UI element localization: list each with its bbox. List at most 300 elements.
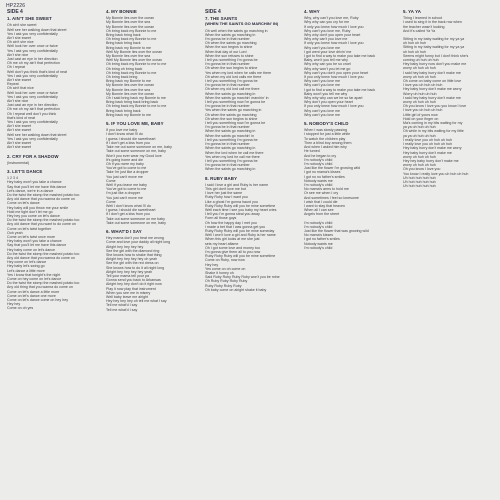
lyric-line: If only you knew how much I love you [304,24,364,29]
lyric-line: Yes I ask you very confidentially [7,73,58,78]
lyric-line: Ruby Ruby Ruby Ruby [205,283,242,288]
lyric-line: When the saints go marchin' in [205,133,255,138]
lyric-line: Shake it honey oh [205,270,234,275]
lyric-line: Why why don't you open your heart [304,33,361,38]
song-block [205,177,283,292]
song-block [304,10,382,117]
lyric-line: Uh huh huh huh huh [403,175,436,180]
lyric-line: Gonna send you back to Arkansas [106,278,161,283]
lyric-line: My Bonnie lies over the sea [106,20,151,25]
song-block [205,17,283,171]
lyric-line: And sometimes I feel so lonesome [304,195,359,200]
lyric-line: If you only knew how much I love you [304,75,364,80]
lyric-line: Oh baby come on alright shake it baby [205,287,267,292]
lyric-line: Bring back bring back [106,41,141,46]
lyric-line: I tell you I'm gonna steal you away [205,212,260,217]
song-block [7,17,85,149]
lyric-line: Well I don't know what I'll do [106,203,151,208]
lyric-line: worry uh huh uh huh [403,163,436,168]
lyric-line: Yes I ask you very confidentially [7,94,58,99]
lyric-line: I got no no father's smiles [304,174,345,179]
song-title: 6. WHAT'D I SAY [106,228,142,234]
lyric-line: Any old dance that you want to do come on [7,222,76,227]
lyric-line: See the girl with the diamond ring [106,248,160,253]
lyric-line: Oh bring back my Bonnie to me to me [106,62,167,67]
lyric-line: You've got to come to me [106,187,147,192]
lyric-line: Why why can't you love me [304,37,348,42]
lyric-line: Say that you'll let me have this dance [7,184,67,189]
lyric-line: Ruby Ruby Ruby will you be mine someday [205,228,275,233]
lyric-line: Come on let's dance come on hey hey [7,298,69,302]
lyric-line: Oh you know I love you [403,167,441,172]
lyric-line: Oh come on baby come on little love [403,79,462,84]
lyric-line: Well each time I see you baby my heart cries [205,207,277,212]
lyric-line: Yes come on oh come on [205,266,246,271]
lyrics-column [205,10,283,297]
lyric-line: I love you uh huh uh huh [403,108,443,113]
lyric-line: I stopped for just a little while [304,132,351,137]
lyric-line: Bring back bring back [106,108,141,113]
lyric-line: I love her just the same [205,191,243,196]
lyric-line: You've got to come to me [106,166,147,171]
lyric-line: Oh bring back my Bonnie to me to me [106,104,167,109]
lyric-line: You just can't move me [106,195,143,200]
lyric-line: Come on hey come on let's dance [7,276,62,281]
song-title: 1. AIN'T SHE SWEET [7,16,52,22]
lyric-line: I got no father's smiles [304,237,340,242]
lyric-line: Oh me oh my ain't that perfection [7,61,60,66]
lyric-line: Oh how the happy day I met you [205,220,257,225]
lyric-line: Do the twist the stomp the mashed potato too [7,281,80,286]
lyric-line: Oh bring back my Bonnie to me [106,28,157,33]
lyric-line: uh huh uh huh [403,41,426,46]
lyric-line: Bring back my Bonnie to me [106,112,151,117]
lyric-line: And he began to cry [304,153,337,158]
lyric-line: Bring back bring back [106,33,141,38]
lyric-line: Yes I ask you very confidentially [7,136,58,141]
lyric-line: When the saints go marching in [205,146,256,151]
lyric-line: No mama's arms to hold me [304,187,349,192]
lyric-line: I'm gonna be in that number [205,142,250,147]
lyric-line: This girl don't love me but [205,186,246,191]
lyric-line: Hey baby hurry now don't you make me [403,62,467,67]
lyric-line: I'm nobody's child [304,224,333,229]
lyric-line: Hey hey [205,262,219,267]
lyric-line: My Bonnie lies over the ocean [106,24,155,29]
lyric-line: See the girl with the red dress on [106,261,159,266]
lyric-line: She knows how to do it all night long [106,265,165,270]
lyric-line: Ooh yeah [7,230,23,235]
lyric-line: Oh bring back my Bonnie to me [106,70,157,75]
lyric-line: Why don't you open your heart [304,100,353,105]
lyric-line: When the sun begins to shine [205,45,253,50]
lyric-line: Baby won't you tell me why [304,91,348,96]
lyric-line: Alright hey hey hey hey yeah [106,269,153,274]
lyric-line: Why, why can't you love me, Ruby [304,16,359,21]
lyric-line: Hey baby hurry don't make me worry [403,146,462,151]
lyric-line: Oh I said bring back my Bonnie to me [106,96,166,101]
lyric-line: She knows how to shake that thing [106,252,162,257]
lyric-line: When the saints go marchin' marchin' in [205,95,269,100]
lyric-line: Come on let's dance [7,201,40,206]
lyric-line: I'm gonna be in that number [205,37,250,42]
lyric-line: I'm gonna be in that number [205,163,250,168]
lyric-line: Tell me what'd I say [106,303,138,308]
song-block [106,122,184,225]
lyric-line: Oh when my old lord call me there [205,87,260,92]
lyric-line: It's going home and die [106,157,144,162]
lyric-line: I'm just like a dropper [106,191,141,196]
lyric-line: Hey hey [7,302,21,307]
lyric-line: Oh when the saints go marching [205,41,257,46]
lyric-line: I got to find a way to make you take me back [304,54,376,59]
lyric-line: I'm gonna be in that number [205,125,250,130]
lyric-line: Form all those guys [205,216,237,221]
lyric-line: When I was slowly passing [304,128,347,133]
lyric-line: Oh Ruby Ruby Ruby Ruby [205,279,248,284]
lyric-line: If I don't get a kiss from you [106,212,150,217]
lyric-line: Hey hey you come on let's dance [7,213,60,218]
lyric-line: Hey come on let's dance [7,260,47,265]
lyric-line: Seems might funny but I don't think she's [403,53,469,58]
lyric-line: Just like the flower I'm growing wild [304,166,361,171]
side-label: SIDE 4 [205,9,221,15]
lyric-line: Or see me when I cry [304,191,339,196]
lyric-line: Why why can you be so cruel [304,62,351,67]
lyric-line: Yes when my lord he call me there [205,154,260,159]
song-block [106,10,184,117]
lyric-line: Yes I know that tonight's the night [7,272,61,277]
lyric-line: Uh huh huh huh huh [403,179,436,184]
lyric-line: I'm nobody's child [304,220,333,225]
lyric-line: Bring back my Bonnie to me [106,45,151,50]
lyric-line: Why can't you love me [304,83,341,88]
lyric-line: Ain't she sweet [7,128,32,133]
lyric-line: My Bonnie lies over the sea [106,54,151,59]
lyric-line: worry uh huh uh huh [403,100,436,105]
lyric-line: Take out some someone on me, baby [106,220,166,225]
lyric-line: Any old dance that you wanna do come on [7,255,75,260]
lyric-line: Well My Bonnie lies over the ocean [106,49,163,54]
lyric-line: Well if you leave me baby [106,182,147,187]
lyric-line: I guess I should die sweetheart [106,136,156,141]
lyric-line: worry uh huh uh huh [403,74,436,79]
lyric-line: I got to find a way to make you take me back [304,87,376,92]
lyric-line: Well look her over once or twice [7,44,58,49]
lyric-line: Yes when the saints go marching in [205,108,262,113]
lyric-line: When the saints go marching in [205,167,256,172]
lyric-line: I love you uh huh uh huh [403,83,443,88]
lyric-line: Oh me oh my ain't that perfection [7,107,60,112]
song-title: 2. CRY FOR A SHADOW [7,153,59,159]
lyric-line: You just can't move me [106,174,143,179]
lyric-line: Take out some someone on me baby [106,216,165,221]
lyric-line: I'm nobody's child [304,157,333,162]
lyric-line: I tell you something I'm gonna be [205,79,258,84]
lyric-line: To watch the children play [304,136,346,141]
lyric-line: Take I'm just like a dropper [106,170,149,175]
lyric-line: Alright hey hey hey hey oh yeah [106,257,158,262]
lyric-line: Yes I ask you very confidentially [7,120,58,125]
lyric-line: Oh if you were my baby [106,161,144,166]
lyric-line: Tell me what'd I say [106,307,138,312]
lyric-line: Well don't you think that's kind of neat [7,69,68,74]
lyric-line: Ruby Ruby Ruby will you be mine sometime [205,203,276,208]
song-title: 4. MY BONNIE [106,9,137,14]
lyric-line: that's kind of neat [7,115,36,120]
lyric-line: Well see her walking down that street [7,27,67,32]
lyric-line: I'm gonna be in that number [205,104,250,109]
lyric-line: Ain't she sweet [7,36,32,41]
lyric-line: worry uh huh uh huh [403,154,436,159]
lyric-line: Oh bring oh bring back [106,66,143,71]
lyric-line: Why can't you love me [304,45,341,50]
lyric-line: Just cast an eye in her direction [7,103,58,108]
lyric-line: I'm nobody's child [304,245,333,250]
song-block [403,10,481,188]
lyric-line: I tell you something I'm gonna be [205,158,258,163]
lyric-line: Just like the flower that was growing wild [304,228,369,233]
lyric-line: Take me out some someone on me, baby [106,145,172,150]
lyric-line: Say that you'll let me have this dance [7,243,67,248]
lyric-line: I got went your love drivin' me [304,49,352,54]
lyric-line: Come on Ruby, now now [205,258,245,263]
lyric-line: I want to stay that heaven [304,203,345,208]
lyric-line: Hey baby won't you take a chance [7,239,62,244]
lyric-line: Hey mama don't you treat me wrong [106,236,164,241]
lyric-line: I tell you something I'm gonna be [205,58,258,63]
lyric-line: Oh while in my bits waiting for my little [403,129,464,134]
song-title: 3. LET'S DANCE [7,168,43,174]
lyric-line: Hey baby let's swing go [7,264,45,269]
lyric-line: I'm gonna be in that number [205,62,250,67]
lyric-line: (Instrumental) [7,160,30,165]
lyric-line: I'm gonna give them all to you now [205,249,261,254]
lyric-line: Oh ain't she sweet [7,23,37,28]
lyric-line: Oh I repeat well don't you think [7,111,57,116]
lyric-line: When the saints go marching in [205,32,256,37]
lyric-line: Well baby leave me alright [106,295,149,299]
lyric-line: Hey baby will you throw me your smile [7,205,69,210]
lyric-line: When the sun refuses to shine [205,53,254,58]
lyric-line: Ain't she nice [7,52,29,57]
lyric-line: ya ya uh huh uh huh [403,125,436,130]
lyric-line: Oh bring back my Bonnie to me [106,37,157,42]
lyric-line: He turned [304,149,320,154]
lyric-line: Play it now play that instrument [106,286,156,291]
lyric-line: Oh I got some love and money too [205,245,260,250]
lyric-line: Well look her over once or twice [7,90,58,95]
lyric-line: Hey baby hurry don't make me worry [403,87,462,92]
lyrics-column [403,10,481,193]
song-title: 4. WHY [304,9,320,14]
lyric-line: I wish that I could die [304,199,338,204]
lyric-line: I tell you something I'm gonna be [205,137,258,142]
lyric-line: Thing I learned in school [403,16,443,21]
song-title: 8. RUBY BABY [205,175,238,181]
lyric-line: I made a bet that I was gonna get you [205,224,266,229]
lyric-line: Why can't you love me, Ruby [304,28,351,33]
lyric-line: If you only knew how much I love you [304,104,364,109]
lyric-line: uh huh uh huh [403,49,426,54]
lyric-line: My Bonnie lies over the sea [106,87,151,92]
lyric-line: When all I can see [304,208,334,213]
lyric-line: Worry uh huh uh huh [403,91,437,96]
lyric-line: Come on oh yes [7,306,34,311]
lyric-line: My Bonnie lies over the ocean [106,91,155,96]
lyric-line: Then a blind boy among them [304,140,352,145]
lyric-line: I don't know what I'll do [106,132,143,137]
lyric-line: I said I love a girl and Ruby is her name [205,182,269,187]
lyric-line: When the lord when he call me there [205,150,264,155]
lyric-line: Why can't you love me [304,108,341,113]
lyric-line: Oh ain't that nice [7,86,34,91]
lyric-line: Any old dance that you wanna do come on [7,197,75,202]
lyric-line: And when I asked him why [304,145,347,150]
lyric-line: Little girl of yours now [403,112,438,117]
lyric-line: I'm nobody's child [304,161,333,166]
lyric-line: Ma's coming in my bits waiting for my [403,121,463,126]
lyric-line: Nobody wants me [304,178,333,183]
lyric-line: Come on let's twist once more [7,234,56,239]
lyric-line: Any old thing that you wanna do come on [7,285,73,290]
lyric-line: Uh huh huh huh huh [403,184,436,189]
lyric-line: Yes I ask you very confidentially [7,31,58,36]
lyric-line: ya ya uh huh uh huh [403,133,436,138]
lyric-line: Well I won't love a girl and Ruby is her name [205,233,276,238]
lyric-line: Oh ain't she nice [7,40,34,45]
lyric-line: Oh bring back bring [106,75,138,80]
lyric-line: I said hey baby hurry don't make me [403,70,461,75]
lyric-line: Come on let's dance a little more [7,289,60,294]
lyric-line: When the saints go marching in [205,129,256,134]
song-block [7,155,85,165]
lyric-line: You know I really love you uh huh uh huh [403,171,469,176]
lyric-line: My Bonnie lies over the ocean [106,83,155,88]
lyric-line: Yes I ask you very confidentially [7,48,58,53]
lyric-line: Ain't she sweet [7,145,32,150]
lyric-line: Sitting in my baby waiting for my ya ya [403,45,465,50]
lyric-line: Ain't she nice [7,99,29,104]
lyric-line: Take out some someone on me, baby [106,149,166,154]
song-subtitle: (WHEN THE SAINTS GO MARCHIN' IN) [205,21,279,27]
lyric-line: Hold on your finger on [403,116,439,121]
lyric-line: Ruby Ruby Ruby will you be mine sometime [205,254,276,259]
lyric-line: Let's dance, we're in a dance [7,188,54,193]
song-title: 7. THE SAINTS [205,16,238,22]
lyric-line: Nobody wants me [304,241,333,246]
lyric-line: Tell your mama tell your pa [106,273,149,278]
lyric-line: I got no mama's kisses [304,170,341,175]
lyric-line: I really love you uh huh uh huh [403,137,452,142]
lyric-line: Ruby Ruby how I want you [205,195,248,200]
lyric-line: Come on let's dance one more [7,293,56,298]
lyric-line: Ain't she sweet [7,141,32,146]
lyric-line: Come and love your daddy all night long [106,240,171,245]
lyric-line: Just cast an eye in her direction [7,57,58,62]
lyric-line: Come [106,178,116,183]
song-title: 5. IF YOU LOVE ME, BABY [106,121,164,127]
lyric-line: Sitting in my baby waiting for my ya ya [403,37,465,42]
lyric-line: Bring back bring back bring back [106,100,159,105]
lyric-line: Oh I repeat [7,65,25,70]
lyric-line: Ain't she sweet [7,78,32,83]
lyric-line: 1 2 3 4 [7,176,18,181]
lyric-line: Alright hey hey don't do it right now [106,282,162,287]
lyric-line: Why why can you cry for me [304,20,350,25]
lyric-line: When the saints go marching in [205,91,256,96]
lyric-line: I tell you something now I'm gonna be [205,121,266,126]
lyric-line: Why can't you love me [304,79,341,84]
lyric-line: I guess I should die sweetheart [106,208,156,213]
lyric-line: Said Ruby Ruby Ruby Ruby won't you be mine [205,275,280,280]
lyric-line: If you love me baby [106,128,138,133]
side-label: SIDE 4 [7,9,23,15]
lyric-line: Why can't you don't you open your heart [304,70,369,75]
lyric-line: Oh well when the saints go marching in [205,28,268,33]
lyric-line: I really love you uh huh uh huh [403,142,452,147]
lyric-line: sets my heart aflame [205,241,239,246]
lyric-line: Do the twist the stomp the mashed potato too [7,251,80,256]
lyrics-column [7,10,85,316]
lyric-line: If I don't get a kiss from you [106,140,150,145]
lyric-line: Oh when the saints go marching [205,112,257,117]
lyric-line: Won't you ever wear my Good love [106,153,162,158]
lyrics-column [106,10,184,317]
lyric-line: Like a ghost I'm gonna haunt you [205,199,258,204]
lyric-line: Angels from the street [304,212,340,217]
lyric-line: Why why won't you let me go [304,66,351,71]
catalog-number: HP2226 [6,3,26,9]
lyric-line: Hey hey baby hurry don't make me [403,158,459,163]
lyric-line: I used to sing it in the back row when [403,20,462,25]
lyric-line: When that day of our Lord [205,49,247,54]
lyric-line: Ain't she sweet [7,124,32,129]
lyric-line: Baby, won't you tell me why [304,58,348,63]
lyric-line: Hey hey hey hey oh tell me what I say [106,299,167,304]
lyric-line: Oh when my old lord calls me there [205,74,262,79]
lyric-line: Well My Bonnie lies over the ocean [106,58,163,63]
lyric-line: Oh when the sun begins to shine [205,66,258,71]
lyric-line: Why can't you love me [304,112,341,117]
lyric-line: Hey baby won't you take a chance [7,180,62,185]
lyric-line: Do the twist the stomp the mashed potato too [7,218,80,223]
lyric-line: coming uh huh uh huh [403,58,439,63]
song-title: 5. NOBODY'S CHILD [304,121,349,127]
lyric-line: I said hey baby hurry don't make me [403,95,461,100]
song-block [304,122,382,250]
lyric-line: No mama's kisses [304,233,334,238]
lyrics-column [304,10,382,255]
lyric-line: Do the twist the stomp the mashed potato too [7,192,80,197]
lyric-line: Yes when my lord when he calls me there [205,70,272,75]
lyric-line: I'm gonna be in that number [205,83,250,88]
lyric-line: When you see me in misery [106,290,151,295]
lyric-line: Well see her walking down that street [7,132,67,137]
lyric-line: Let's dance a little more [7,268,45,273]
song-block [106,230,184,312]
lyric-line: Alright hey hey hey hey [106,244,144,249]
lyric-line: Hey baby hurry don't make me [403,150,452,155]
lyric-line: worry uh huh uh huh [403,66,436,71]
lyric-line: And it's called Ya Ya [403,28,436,33]
lyric-line: Repeat [7,82,19,87]
lyric-line: I tell you something now I'm gonna be [205,100,266,105]
lyric-line: When this girl looks at me she just [205,237,260,242]
lyric-line: Oh when the sun begins to shine [205,116,258,121]
lyric-line: Come on let's twist together [7,226,52,231]
lyric-line: Come [106,199,116,204]
